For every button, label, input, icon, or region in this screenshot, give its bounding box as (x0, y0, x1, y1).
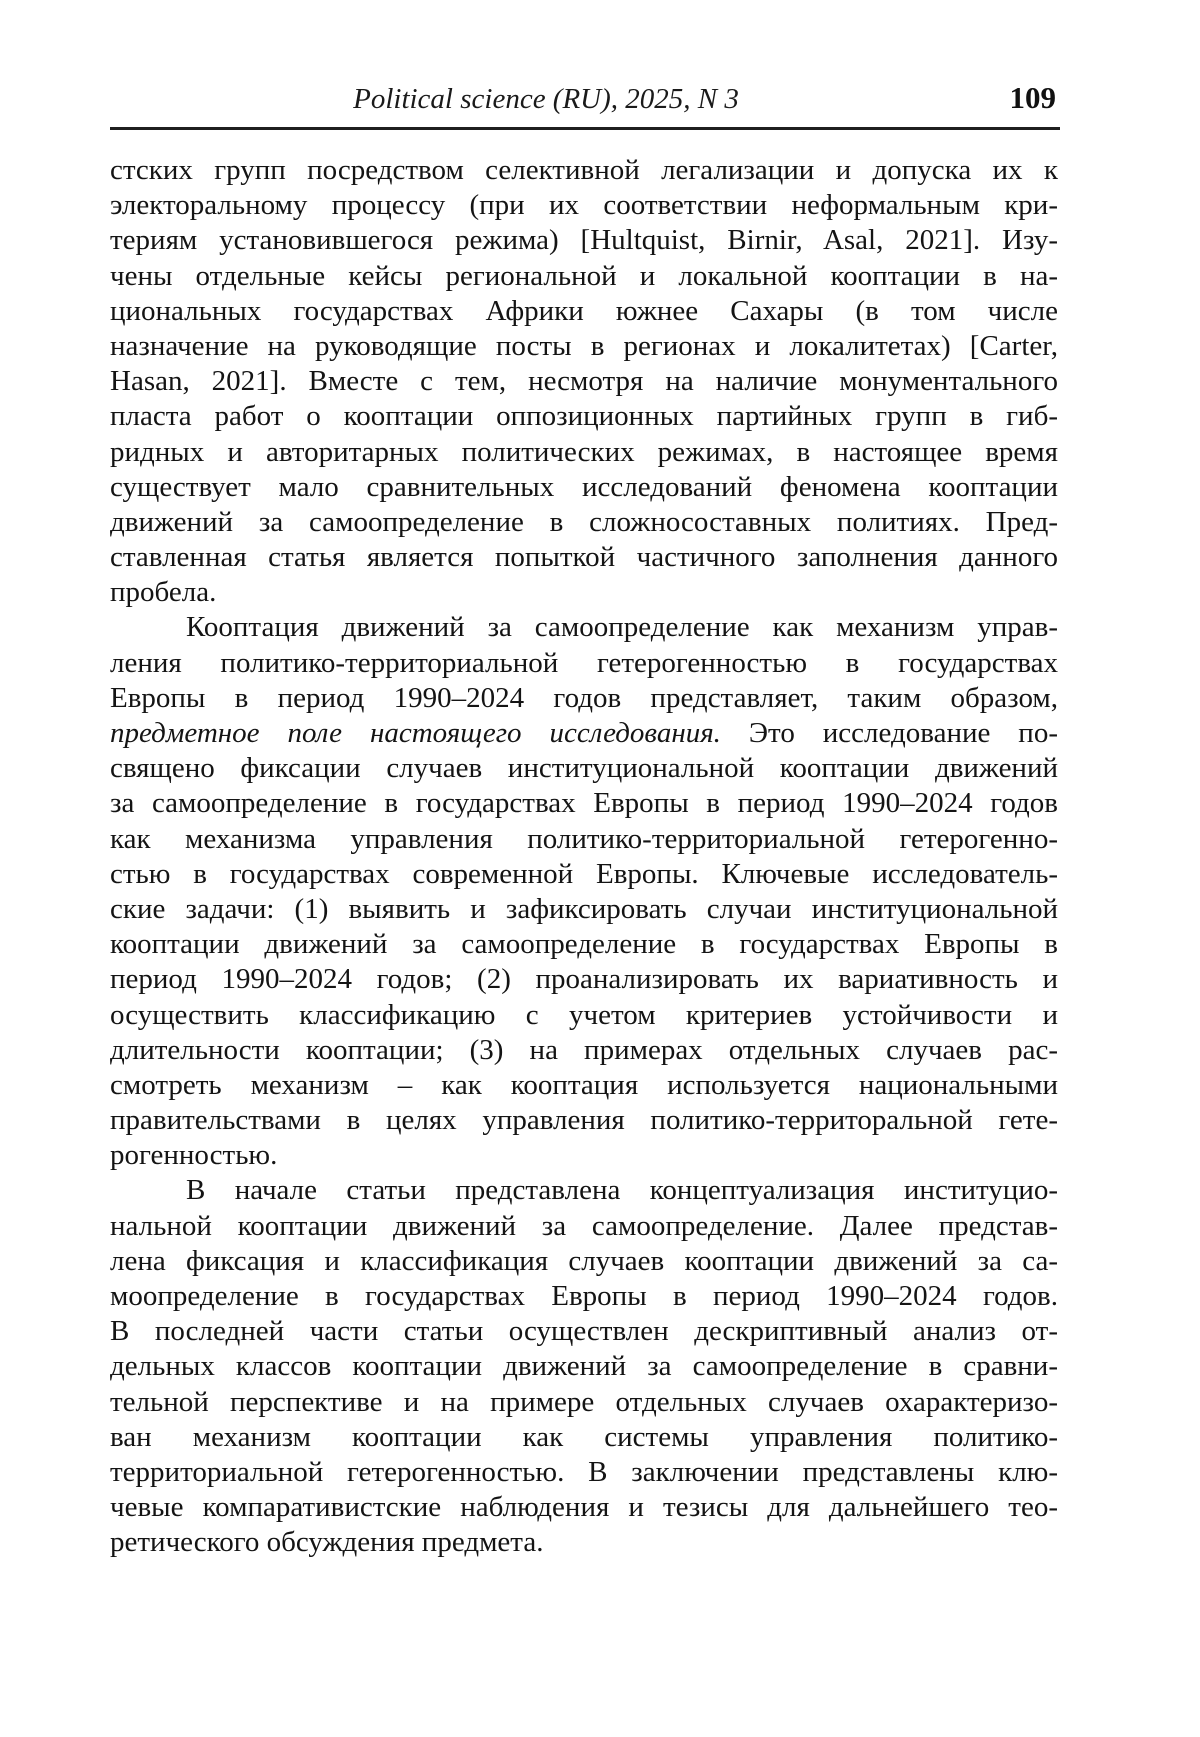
text-segment: стских групп посредством селективной легализации и допуска их к (110, 154, 1058, 186)
text-segment: ван механизм кооптации как системы управления политико- (110, 1420, 1058, 1453)
text-segment: пласта работ о кооптации оппозиционных партийных групп в гиб- (110, 400, 1058, 433)
text-segment: ления политико-территориальной гетерогенностью в государствах (110, 646, 1058, 679)
text-line (110, 1490, 1058, 1525)
text-segment: электоральному процессу (при их соответствии неформальным кри- (110, 189, 1058, 222)
text-segment: стью в государствах современной Европы. Ключевые исследователь- (110, 857, 1058, 890)
text-line (110, 575, 1058, 610)
text-line (110, 1103, 1058, 1138)
header-rule (110, 127, 1060, 130)
text-segment: смотреть механизм – как кооптация используется национальными (110, 1068, 1058, 1101)
text-segment: В последней части статьи осуществлен дескриптивный анализ от- (110, 1315, 1058, 1348)
paragraph (110, 153, 1058, 610)
text-line (110, 716, 1058, 751)
text-segment: моопределение в государствах Европы в период 1990–2024 годов. (110, 1280, 1058, 1312)
text-line (110, 751, 1058, 786)
text-segment: Hasan, 2021]. Вместе с тем, несмотря на наличие монументального (110, 365, 1058, 398)
text-line (110, 786, 1058, 821)
text-segment: священо фиксации случаев институциональной кооптации движений (110, 752, 1058, 785)
text-segment: длительности кооптации; (3) на примерах отдельных случаев рас- (110, 1033, 1058, 1066)
text-line (110, 927, 1058, 962)
text-line (110, 470, 1058, 505)
text-line (110, 892, 1058, 927)
text-line (110, 505, 1058, 540)
text-line (110, 822, 1058, 857)
text-line (110, 610, 1058, 645)
text-segment: ретического обсуждения предмета. (110, 1526, 544, 1559)
text-segment: существует мало сравнительных исследований феномена кооптации (110, 470, 1058, 503)
text-line (110, 1314, 1058, 1349)
text-line (110, 998, 1058, 1033)
text-line (110, 857, 1058, 892)
text-segment: териям установившегося режима) [Hultquist, Birnir, Asal, 2021]. Изу- (110, 224, 1058, 257)
text-line (110, 435, 1058, 470)
text-line (110, 153, 1058, 188)
text-segment: кооптации движений за самоопределение в государствах Европы в (110, 928, 1058, 961)
text-segment: за самоопределение в государствах Европы в период 1990–2024 годов (110, 787, 1058, 820)
text-line (110, 364, 1058, 399)
text-segment: циональных государствах Африки южнее Сахары (в том числе (110, 294, 1058, 327)
text-segment: пробела. (110, 576, 217, 609)
text-segment: ские задачи: (1) выявить и зафиксировать случаи институциональной (110, 892, 1058, 925)
text-line (110, 259, 1058, 294)
text-segment: лена фиксация и классификация случаев кооптации движений за са- (110, 1244, 1058, 1277)
page-header (110, 80, 1058, 126)
text-line (110, 962, 1058, 997)
text-line (110, 1525, 1058, 1560)
text-line (110, 329, 1058, 364)
text-line (110, 1138, 1058, 1173)
text-segment: рогенностью. (110, 1139, 278, 1172)
text-segment: нальной кооптации движений за самоопределение. Далее представ- (110, 1209, 1058, 1242)
text-segment: тельной перспективе и на примере отдельных случаев охарактеризо- (110, 1385, 1058, 1418)
text-segment: период 1990–2024 годов; (2) проанализировать их вариативность и (110, 963, 1058, 996)
text-line (110, 294, 1058, 329)
text-line (110, 1068, 1058, 1103)
text-line (110, 1455, 1058, 1490)
text-line (110, 1420, 1058, 1455)
text-segment: Кооптация движений за самоопределение как механизм управ- (186, 611, 1058, 644)
text-segment: ставленная статья является попыткой частичного заполнения данного (110, 541, 1058, 574)
text-segment: ридных и авторитарных политических режимах, в настоящее время (110, 435, 1058, 468)
text-segment: Европы в период 1990–2024 годов представляет, таким образом, (110, 681, 1058, 714)
text-line (110, 681, 1058, 716)
text-segment: В начале статьи представлена концептуализация институцио- (186, 1174, 1058, 1207)
text-line (110, 399, 1058, 434)
text-line (110, 1173, 1058, 1208)
body-text (110, 153, 1058, 1561)
text-line (110, 540, 1058, 575)
text-line (110, 1244, 1058, 1279)
text-segment: движений за самоопределение в сложносоставных политиях. Пред- (110, 505, 1058, 538)
text-segment: правительствами в целях управления политико-территоральной гете- (110, 1104, 1058, 1137)
journal-title: Political science (RU), 2025, N 3 (353, 83, 739, 115)
text-segment: дельных классов кооптации движений за самоопределение в сравни- (110, 1350, 1058, 1383)
text-segment: чены отдельные кейсы региональной и локальной кооптации в на- (110, 259, 1058, 292)
text-line (110, 1209, 1058, 1244)
text-line (110, 188, 1058, 223)
emphasized-text-segment: предметное поле настоящего исследования. (110, 717, 721, 749)
text-segment: как механизма управления политико-территориальной гетерогенно- (110, 822, 1058, 855)
text-line (110, 1033, 1058, 1068)
text-segment: назначение на руководящие посты в регионах и локалитетах) [Carter, (110, 329, 1058, 362)
text-segment: территориальной гетерогенностью. В заключении представлены клю- (110, 1455, 1058, 1488)
paragraph (110, 1173, 1058, 1560)
page-number: 109 (1009, 80, 1056, 115)
text-line (110, 223, 1058, 258)
text-segment: Это исследование по- (720, 717, 1058, 749)
text-line (110, 646, 1058, 681)
text-line (110, 1385, 1058, 1420)
paragraph (110, 610, 1058, 1173)
text-segment: чевые компаративистские наблюдения и тезисы для дальнейшего тео- (110, 1491, 1058, 1524)
text-segment: осуществить классификацию с учетом критериев устойчивости и (110, 998, 1058, 1031)
text-line (110, 1349, 1058, 1384)
text-line (110, 1279, 1058, 1314)
